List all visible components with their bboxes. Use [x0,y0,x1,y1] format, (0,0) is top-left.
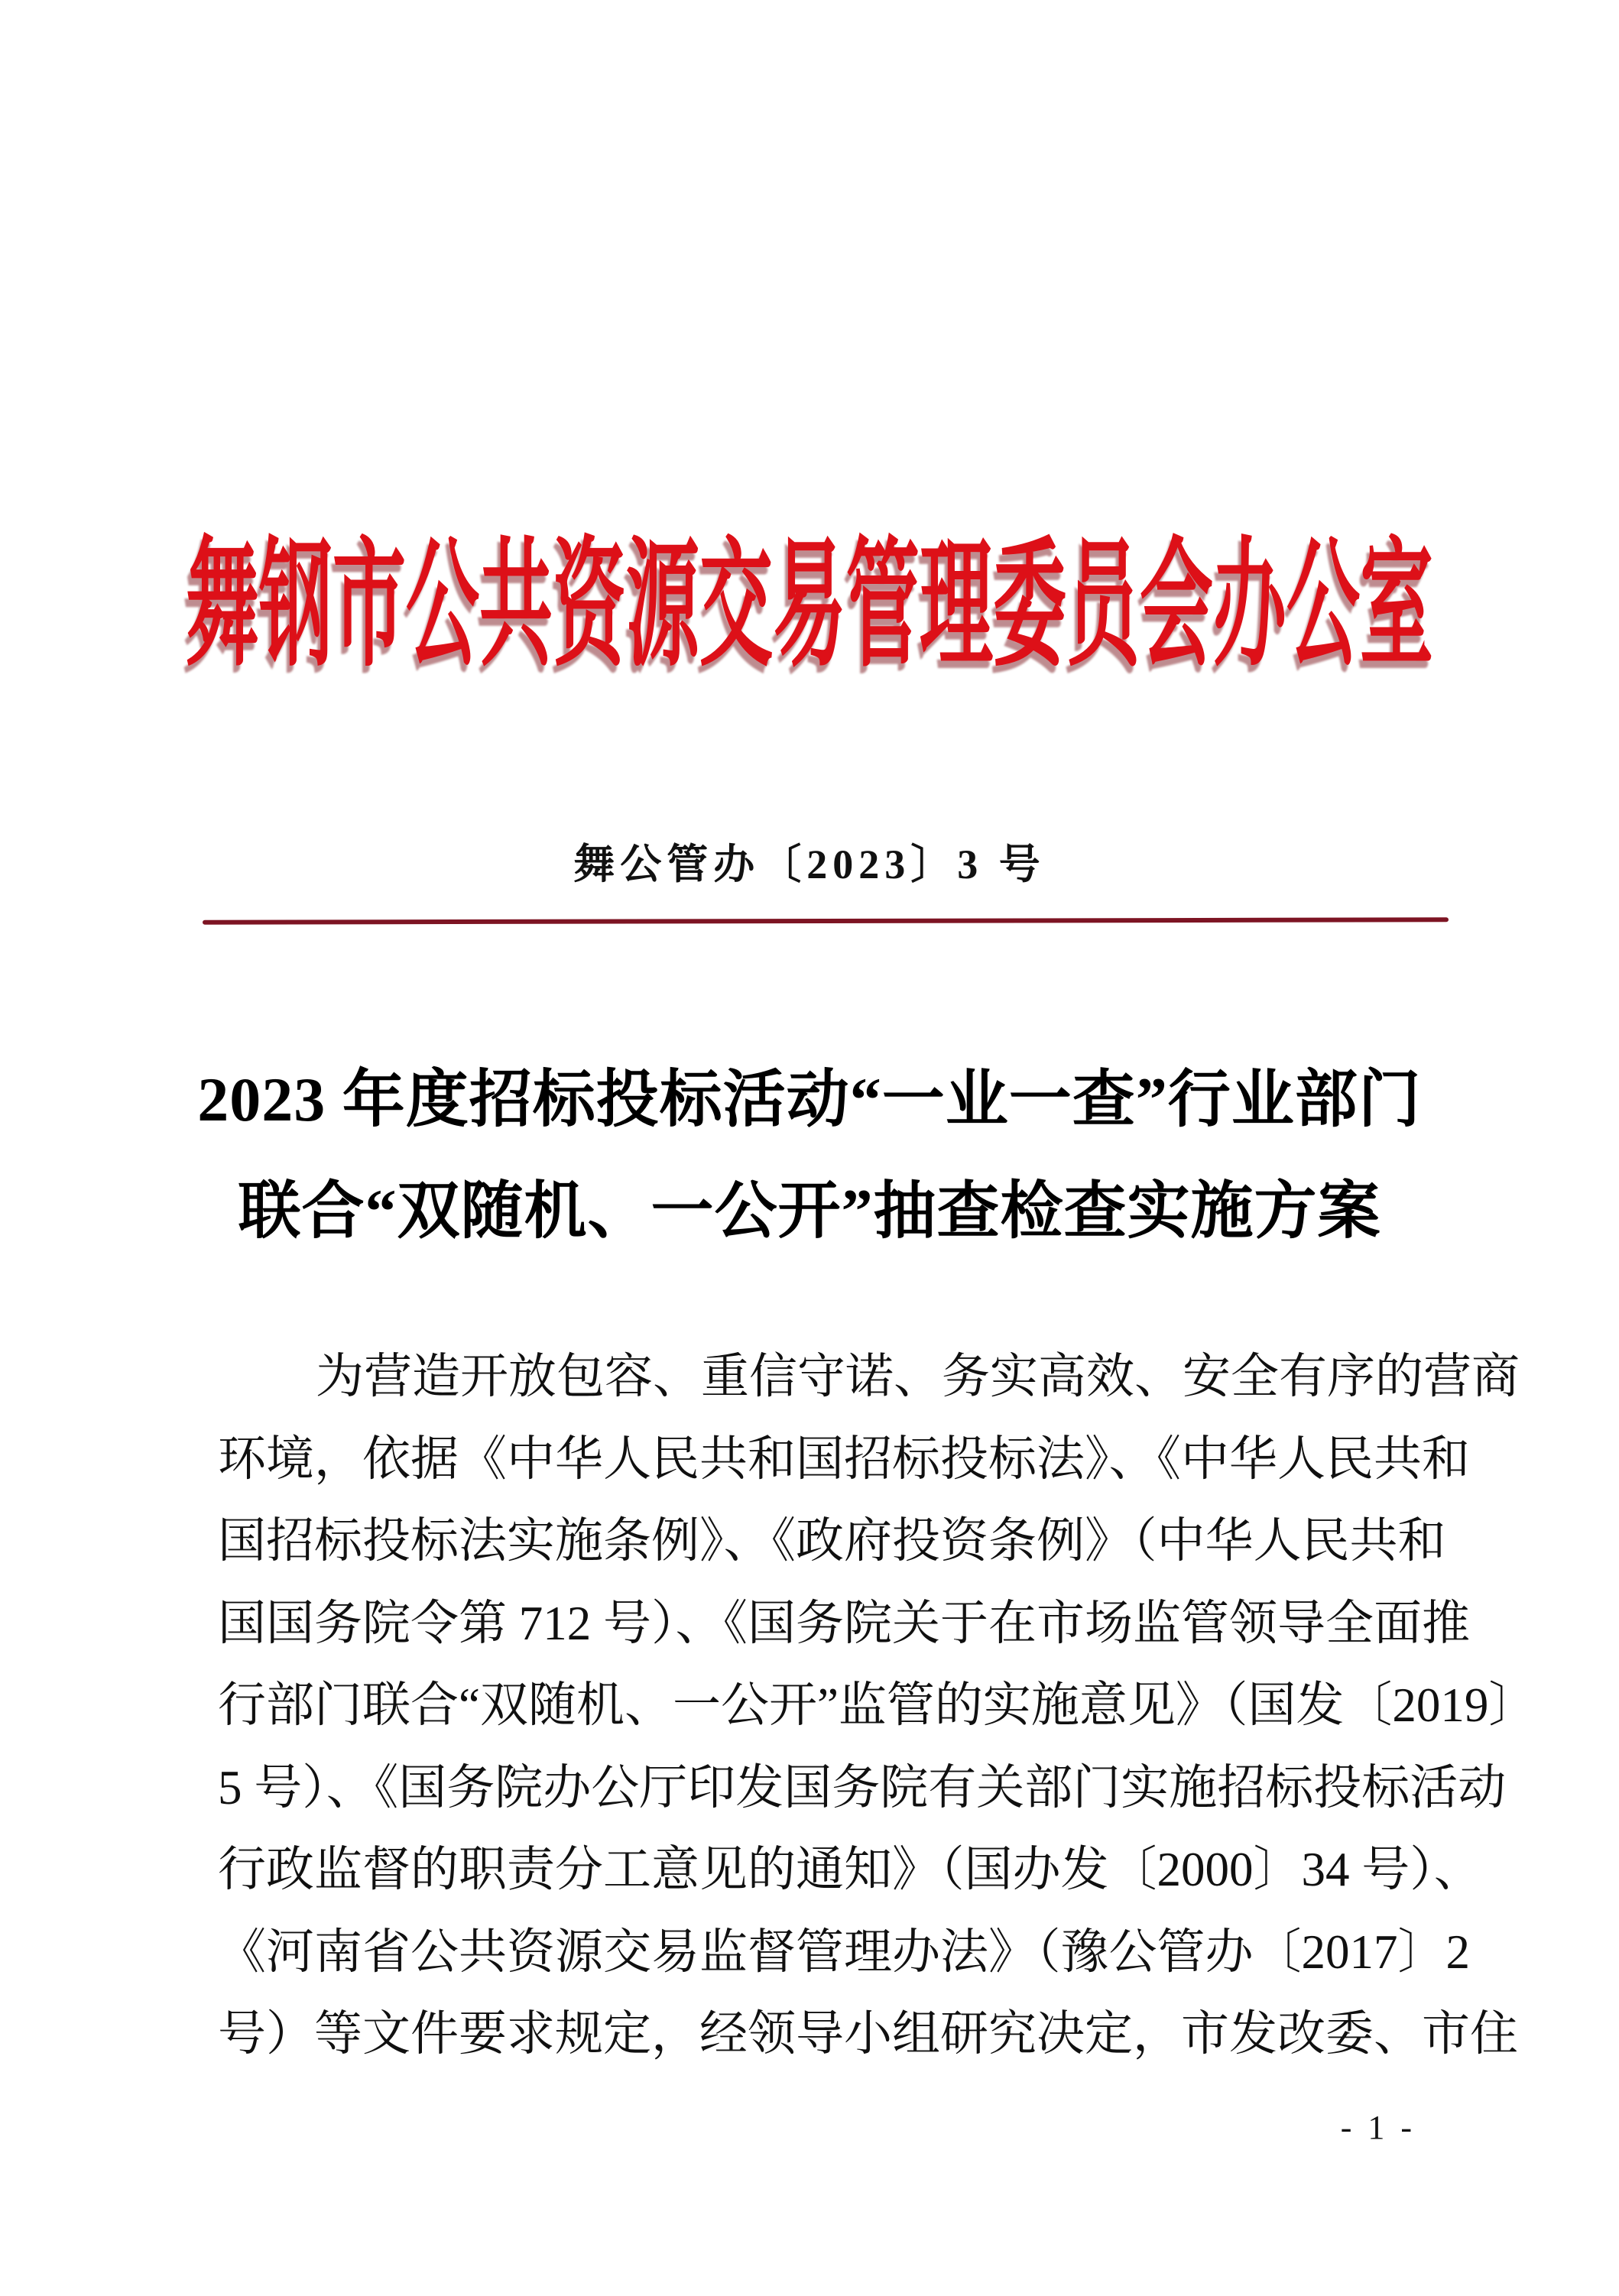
body-paragraph [218,1336,1537,2076]
document-number: 舞公管办〔2023〕3 号 [573,842,1046,887]
document-title [0,1044,1619,1267]
page-number: - 1 - [1340,2109,1416,2146]
body-line: 环境，依据《中华人民共和国招标投标法》、《中华人民共和 [218,1432,1470,1486]
body-line: 行部门联合“双随机、一公开”监管的实施意见》（国发〔2019〕 [218,1678,1537,1732]
document-title-line-1: 2023 年度招标投标活动“一业一查”行业部门 [197,1065,1422,1134]
body-line: 号）等文件要求规定，经领导小组研究决定，市发改委、市住 [218,2007,1518,2061]
body-line: 为营造开放包容、重信守诺、务实高效、安全有序的营商 [316,1350,1520,1403]
document-title-line-2: 联合“双随机、一公开”抽查检查实施方案 [238,1176,1381,1246]
agency-letterhead-title: 舞钢市公共资源交易管理委员会办公室 [186,527,1433,683]
body-line: 《河南省公共资源交易监督管理办法》（豫公管办〔2017〕2 [218,1925,1470,1979]
body-line: 5 号）、《国务院办公厅印发国务院有关部门实施招标投标活动 [218,1760,1507,1814]
body-line: 国国务院令第 712 号）、《国务院关于在市场监管领导全面推 [218,1596,1470,1650]
red-divider-rule [203,917,1449,924]
body-line: 行政监督的职责分工意见的通知》（国办发〔2000〕34 号）、 [218,1843,1482,1896]
body-line: 国招标投标法实施条例》、《政府投资条例》（中华人民共和 [218,1514,1446,1568]
